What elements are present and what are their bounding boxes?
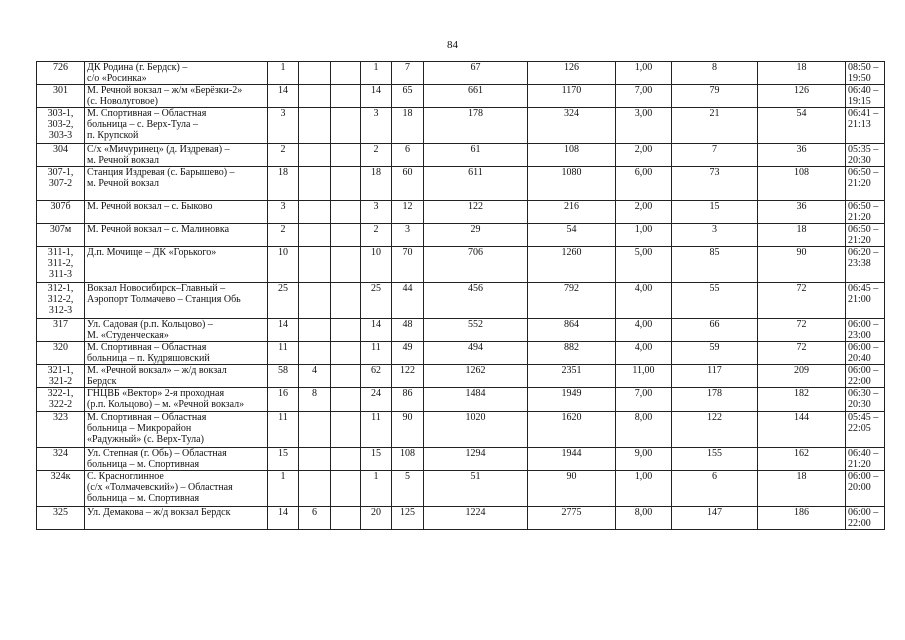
value-cell-c8: 1,00: [616, 224, 672, 247]
value-cell-c7: 108: [528, 144, 616, 167]
schedule-time-cell: 06:00 – 22:00: [846, 507, 885, 530]
table-row: [37, 365, 885, 388]
value-cell-c6: 61: [424, 144, 528, 167]
value-cell-c5: 7: [392, 62, 424, 85]
value-cell-c2: 6: [299, 507, 331, 530]
table-row: [37, 201, 885, 224]
value-cell-c8: 7,00: [616, 388, 672, 412]
table-row: [37, 224, 885, 247]
value-cell-c7: 2775: [528, 507, 616, 530]
value-cell-c2: [299, 224, 331, 247]
route-number-cell: 321-1, 321-2: [37, 365, 85, 388]
value-cell-c5: 49: [392, 342, 424, 365]
value-cell-c3: [331, 412, 361, 448]
schedule-time-cell: 06:50 – 21:20: [846, 201, 885, 224]
value-cell-c6: 178: [424, 108, 528, 144]
value-cell-c2: [299, 62, 331, 85]
value-cell-c1: 1: [268, 62, 299, 85]
value-cell-c2: 8: [299, 388, 331, 412]
value-cell-c6: 1262: [424, 365, 528, 388]
value-cell-c10: 90: [758, 247, 846, 283]
value-cell-c3: [331, 144, 361, 167]
route-number-cell: 322-1, 322-2: [37, 388, 85, 412]
value-cell-c7: 792: [528, 283, 616, 319]
value-cell-c6: 1484: [424, 388, 528, 412]
value-cell-c9: 55: [672, 283, 758, 319]
value-cell-c8: 2,00: [616, 201, 672, 224]
value-cell-c10: 36: [758, 201, 846, 224]
schedule-time-cell: 06:00 – 20:40: [846, 342, 885, 365]
value-cell-c10: 72: [758, 283, 846, 319]
value-cell-c3: [331, 85, 361, 108]
value-cell-c3: [331, 201, 361, 224]
value-cell-c8: 3,00: [616, 108, 672, 144]
value-cell-c9: 178: [672, 388, 758, 412]
value-cell-c9: 117: [672, 365, 758, 388]
value-cell-c9: 79: [672, 85, 758, 108]
value-cell-c8: 7,00: [616, 85, 672, 108]
route-name-cell: Ул. Степная (г. Обь) – Областная больница – м. Спортивная: [85, 448, 268, 471]
value-cell-c10: 18: [758, 62, 846, 85]
value-cell-c9: 6: [672, 471, 758, 507]
value-cell-c8: 8,00: [616, 412, 672, 448]
value-cell-c5: 12: [392, 201, 424, 224]
value-cell-c2: [299, 201, 331, 224]
route-name-cell: М. Речной вокзал – с. Быково: [85, 201, 268, 224]
schedule-time-cell: 06:30 – 20:30: [846, 388, 885, 412]
value-cell-c7: 1260: [528, 247, 616, 283]
value-cell-c4: 14: [361, 319, 392, 342]
route-name-cell: М. «Речной вокзал» – ж/д вокзал Бердск: [85, 365, 268, 388]
value-cell-c7: 2351: [528, 365, 616, 388]
route-name-cell: М. Речной вокзал – с. Малиновка: [85, 224, 268, 247]
value-cell-c9: 15: [672, 201, 758, 224]
routes-table: [36, 61, 885, 530]
route-number-cell: 307-1, 307-2: [37, 167, 85, 201]
value-cell-c5: 90: [392, 412, 424, 448]
value-cell-c8: 1,00: [616, 62, 672, 85]
value-cell-c4: 25: [361, 283, 392, 319]
value-cell-c6: 706: [424, 247, 528, 283]
value-cell-c1: 2: [268, 144, 299, 167]
route-number-cell: 324: [37, 448, 85, 471]
value-cell-c5: 60: [392, 167, 424, 201]
route-name-cell: Ул. Демакова – ж/д вокзал Бердск: [85, 507, 268, 530]
value-cell-c8: 1,00: [616, 471, 672, 507]
value-cell-c8: 5,00: [616, 247, 672, 283]
route-number-cell: 312-1, 312-2, 312-3: [37, 283, 85, 319]
value-cell-c4: 62: [361, 365, 392, 388]
table-row: [37, 412, 885, 448]
value-cell-c4: 2: [361, 224, 392, 247]
value-cell-c5: 3: [392, 224, 424, 247]
value-cell-c5: 48: [392, 319, 424, 342]
value-cell-c4: 1: [361, 471, 392, 507]
route-name-cell: Д.п. Мочище – ДК «Горького»: [85, 247, 268, 283]
value-cell-c10: 18: [758, 224, 846, 247]
value-cell-c7: 882: [528, 342, 616, 365]
value-cell-c3: [331, 283, 361, 319]
value-cell-c8: 4,00: [616, 283, 672, 319]
value-cell-c4: 3: [361, 108, 392, 144]
value-cell-c7: 1080: [528, 167, 616, 201]
value-cell-c3: [331, 62, 361, 85]
route-name-cell: ГНЦВБ «Вектор» 2-я проходная (р.п. Кольцово) – м. «Речной вокзал»: [85, 388, 268, 412]
value-cell-c5: 65: [392, 85, 424, 108]
schedule-time-cell: 06:00 – 23:00: [846, 319, 885, 342]
value-cell-c6: 661: [424, 85, 528, 108]
value-cell-c1: 3: [268, 108, 299, 144]
table-row: [37, 388, 885, 412]
value-cell-c1: 15: [268, 448, 299, 471]
value-cell-c7: 1949: [528, 388, 616, 412]
value-cell-c10: 54: [758, 108, 846, 144]
value-cell-c5: 6: [392, 144, 424, 167]
value-cell-c1: 1: [268, 471, 299, 507]
route-number-cell: 325: [37, 507, 85, 530]
value-cell-c9: 21: [672, 108, 758, 144]
value-cell-c2: [299, 471, 331, 507]
value-cell-c6: 1294: [424, 448, 528, 471]
schedule-time-cell: 06:20 – 23:38: [846, 247, 885, 283]
value-cell-c4: 11: [361, 342, 392, 365]
value-cell-c3: [331, 247, 361, 283]
value-cell-c4: 3: [361, 201, 392, 224]
table-row: [37, 283, 885, 319]
value-cell-c10: 182: [758, 388, 846, 412]
value-cell-c2: [299, 85, 331, 108]
route-number-cell: 307м: [37, 224, 85, 247]
value-cell-c6: 611: [424, 167, 528, 201]
value-cell-c8: 6,00: [616, 167, 672, 201]
value-cell-c3: [331, 108, 361, 144]
table-row: [37, 319, 885, 342]
table-row: [37, 507, 885, 530]
route-name-cell: Вокзал Новосибирск–Главный – Аэропорт Толмачево – Станция Обь: [85, 283, 268, 319]
value-cell-c2: [299, 448, 331, 471]
route-name-cell: Ул. Садовая (р.п. Кольцово) – М. «Студенческая»: [85, 319, 268, 342]
table-row: [37, 144, 885, 167]
table-row: [37, 62, 885, 85]
value-cell-c1: 16: [268, 388, 299, 412]
schedule-time-cell: 06:00 – 22:00: [846, 365, 885, 388]
value-cell-c5: 44: [392, 283, 424, 319]
value-cell-c7: 864: [528, 319, 616, 342]
value-cell-c9: 66: [672, 319, 758, 342]
value-cell-c6: 67: [424, 62, 528, 85]
value-cell-c5: 108: [392, 448, 424, 471]
value-cell-c10: 209: [758, 365, 846, 388]
route-number-cell: 304: [37, 144, 85, 167]
value-cell-c9: 3: [672, 224, 758, 247]
route-number-cell: 303-1, 303-2, 303-3: [37, 108, 85, 144]
page-number: 84: [447, 39, 458, 51]
value-cell-c8: 9,00: [616, 448, 672, 471]
value-cell-c1: 14: [268, 319, 299, 342]
table-row: [37, 342, 885, 365]
value-cell-c9: 73: [672, 167, 758, 201]
value-cell-c9: 155: [672, 448, 758, 471]
value-cell-c6: 1020: [424, 412, 528, 448]
route-number-cell: 323: [37, 412, 85, 448]
value-cell-c9: 7: [672, 144, 758, 167]
schedule-time-cell: 06:45 – 21:00: [846, 283, 885, 319]
value-cell-c2: [299, 342, 331, 365]
value-cell-c7: 216: [528, 201, 616, 224]
route-name-cell: Станция Издревая (с. Барышево) – м. Речной вокзал: [85, 167, 268, 201]
value-cell-c2: 4: [299, 365, 331, 388]
route-name-cell: С. Красноглинное (с/х «Толмачевский») – Областная больница – м. Спортивная: [85, 471, 268, 507]
value-cell-c3: [331, 471, 361, 507]
value-cell-c4: 14: [361, 85, 392, 108]
route-number-cell: 320: [37, 342, 85, 365]
value-cell-c10: 186: [758, 507, 846, 530]
schedule-time-cell: 06:50 – 21:20: [846, 167, 885, 201]
value-cell-c1: 14: [268, 507, 299, 530]
value-cell-c7: 54: [528, 224, 616, 247]
value-cell-c7: 126: [528, 62, 616, 85]
value-cell-c9: 8: [672, 62, 758, 85]
route-number-cell: 317: [37, 319, 85, 342]
value-cell-c4: 2: [361, 144, 392, 167]
value-cell-c3: [331, 507, 361, 530]
table-row: [37, 85, 885, 108]
value-cell-c9: 122: [672, 412, 758, 448]
value-cell-c8: 4,00: [616, 342, 672, 365]
value-cell-c3: [331, 388, 361, 412]
value-cell-c3: [331, 319, 361, 342]
value-cell-c6: 1224: [424, 507, 528, 530]
value-cell-c8: 4,00: [616, 319, 672, 342]
value-cell-c9: 147: [672, 507, 758, 530]
value-cell-c5: 86: [392, 388, 424, 412]
value-cell-c2: [299, 108, 331, 144]
value-cell-c4: 24: [361, 388, 392, 412]
value-cell-c10: 72: [758, 342, 846, 365]
value-cell-c1: 18: [268, 167, 299, 201]
value-cell-c1: 11: [268, 342, 299, 365]
schedule-time-cell: 06:50 – 21:20: [846, 224, 885, 247]
value-cell-c6: 51: [424, 471, 528, 507]
value-cell-c4: 11: [361, 412, 392, 448]
value-cell-c2: [299, 412, 331, 448]
value-cell-c10: 36: [758, 144, 846, 167]
table-row: [37, 167, 885, 201]
schedule-time-cell: 06:00 – 20:00: [846, 471, 885, 507]
route-number-cell: 726: [37, 62, 85, 85]
value-cell-c1: 3: [268, 201, 299, 224]
value-cell-c7: 1170: [528, 85, 616, 108]
value-cell-c1: 25: [268, 283, 299, 319]
value-cell-c5: 18: [392, 108, 424, 144]
value-cell-c3: [331, 342, 361, 365]
value-cell-c4: 1: [361, 62, 392, 85]
value-cell-c10: 108: [758, 167, 846, 201]
table-row: [37, 108, 885, 144]
route-name-cell: М. Речной вокзал – ж/м «Берёзки-2» (с. Новолуговое): [85, 85, 268, 108]
schedule-time-cell: 05:35 – 20:30: [846, 144, 885, 167]
schedule-time-cell: 06:40 – 19:15: [846, 85, 885, 108]
value-cell-c6: 552: [424, 319, 528, 342]
value-cell-c2: [299, 283, 331, 319]
route-number-cell: 301: [37, 85, 85, 108]
value-cell-c2: [299, 319, 331, 342]
route-name-cell: М. Спортивная – Областная больница – Микрорайон «Радужный» (с. Верх-Тула): [85, 412, 268, 448]
route-name-cell: ДК Родина (г. Бердск) – с/о «Росинка»: [85, 62, 268, 85]
value-cell-c5: 5: [392, 471, 424, 507]
value-cell-c7: 90: [528, 471, 616, 507]
value-cell-c10: 126: [758, 85, 846, 108]
route-number-cell: 307б: [37, 201, 85, 224]
route-name-cell: М. Спортивная – Областная больница – с. Верх-Тула – п. Крупской: [85, 108, 268, 144]
value-cell-c4: 15: [361, 448, 392, 471]
value-cell-c2: [299, 247, 331, 283]
table-row: [37, 448, 885, 471]
schedule-time-cell: 05:45 – 22:05: [846, 412, 885, 448]
value-cell-c6: 122: [424, 201, 528, 224]
value-cell-c10: 162: [758, 448, 846, 471]
schedule-time-cell: 06:40 – 21:20: [846, 448, 885, 471]
value-cell-c1: 2: [268, 224, 299, 247]
table-row: [37, 247, 885, 283]
value-cell-c3: [331, 224, 361, 247]
value-cell-c3: [331, 167, 361, 201]
value-cell-c7: 1944: [528, 448, 616, 471]
value-cell-c6: 456: [424, 283, 528, 319]
value-cell-c5: 70: [392, 247, 424, 283]
value-cell-c8: 11,00: [616, 365, 672, 388]
value-cell-c4: 18: [361, 167, 392, 201]
route-name-cell: М. Спортивная – Областная больница – п. Кудряшовский: [85, 342, 268, 365]
value-cell-c5: 122: [392, 365, 424, 388]
route-number-cell: 311-1, 311-2, 311-3: [37, 247, 85, 283]
route-name-cell: С/х «Мичуринец» (д. Издревая) – м. Речной вокзал: [85, 144, 268, 167]
value-cell-c8: 2,00: [616, 144, 672, 167]
value-cell-c2: [299, 144, 331, 167]
value-cell-c9: 59: [672, 342, 758, 365]
value-cell-c10: 144: [758, 412, 846, 448]
table-row: [37, 471, 885, 507]
schedule-time-cell: 08:50 – 19:50: [846, 62, 885, 85]
value-cell-c7: 1620: [528, 412, 616, 448]
value-cell-c3: [331, 365, 361, 388]
value-cell-c7: 324: [528, 108, 616, 144]
value-cell-c8: 8,00: [616, 507, 672, 530]
value-cell-c4: 10: [361, 247, 392, 283]
value-cell-c1: 10: [268, 247, 299, 283]
value-cell-c10: 18: [758, 471, 846, 507]
value-cell-c10: 72: [758, 319, 846, 342]
value-cell-c6: 494: [424, 342, 528, 365]
value-cell-c2: [299, 167, 331, 201]
value-cell-c3: [331, 448, 361, 471]
route-number-cell: 324к: [37, 471, 85, 507]
value-cell-c1: 14: [268, 85, 299, 108]
value-cell-c9: 85: [672, 247, 758, 283]
value-cell-c1: 11: [268, 412, 299, 448]
value-cell-c5: 125: [392, 507, 424, 530]
value-cell-c6: 29: [424, 224, 528, 247]
value-cell-c1: 58: [268, 365, 299, 388]
value-cell-c4: 20: [361, 507, 392, 530]
schedule-time-cell: 06:41 – 21:13: [846, 108, 885, 144]
